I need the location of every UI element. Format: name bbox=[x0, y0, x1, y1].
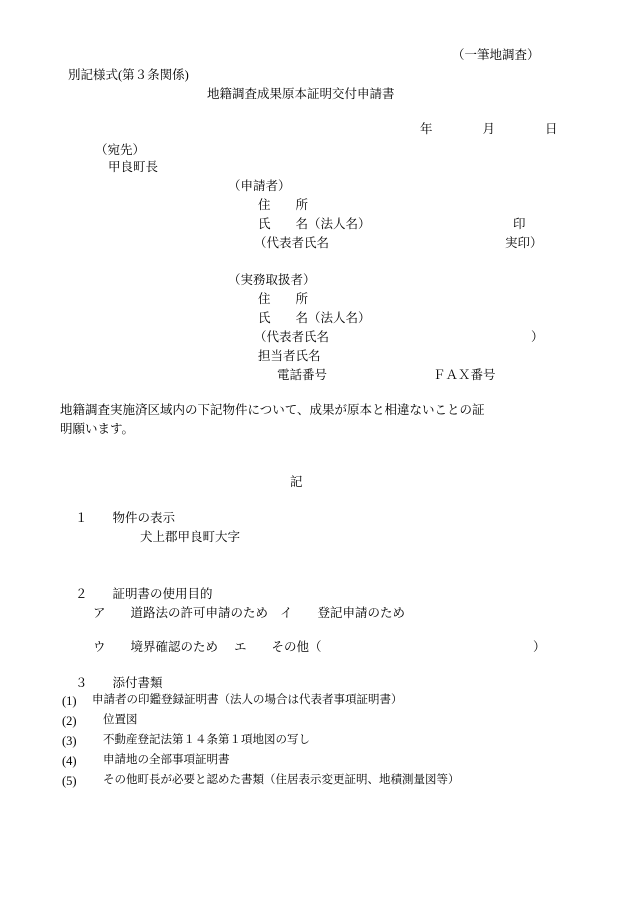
applicant-representative-label: （代表者氏名 bbox=[254, 236, 330, 250]
list-item: 位置図 bbox=[103, 714, 138, 726]
list-item: 不動産登記法第１４条第１項地図の写し bbox=[103, 734, 310, 746]
section-2-label: 証明書の使用目的 bbox=[112, 587, 213, 601]
applicant-section-label: （申請者） bbox=[228, 179, 291, 193]
section-2-heading bbox=[75, 585, 213, 604]
header-note: （一筆地調査） bbox=[452, 48, 540, 62]
handler-section-label: （実務取扱者） bbox=[228, 273, 316, 287]
section-2-option-a: ア 道路法の許可申請のため bbox=[93, 606, 269, 620]
section-1-heading bbox=[75, 509, 175, 528]
section-2-option-u: ウ 境界確認のため bbox=[93, 640, 219, 654]
body-text-line-1: 地籍調査実施済区域内の下記物件について、成果が原本と相違ないことの証 bbox=[60, 403, 485, 417]
handler-fax-label: ＦＡＸ番号 bbox=[433, 368, 496, 382]
handler-tel-label: 電話番号 bbox=[277, 368, 328, 382]
list-item-number: (5) bbox=[62, 774, 77, 788]
section-3-heading bbox=[75, 674, 163, 693]
section-2-option-e: エ その他（ bbox=[234, 640, 322, 654]
addressee-label: （宛先） bbox=[95, 143, 146, 157]
form-number: 別記様式(第３条関係) bbox=[68, 68, 189, 82]
applicant-seal-label: 印 bbox=[513, 217, 526, 231]
handler-charge-person-label: 担当者氏名 bbox=[258, 349, 321, 363]
section-2-number: ２ bbox=[75, 587, 88, 601]
applicant-address-label: 住 所 bbox=[258, 198, 309, 212]
date-line: 年 月 日 bbox=[420, 122, 558, 136]
section-1-value: 犬上郡甲良町大字 bbox=[140, 530, 241, 544]
list-item: 申請地の全部事項証明書 bbox=[103, 754, 230, 766]
section-1-number: １ bbox=[75, 511, 88, 525]
list-item-number: (4) bbox=[62, 754, 77, 768]
handler-name-label: 氏 名（法人名） bbox=[258, 311, 371, 325]
page-title: 地籍調査成果原本証明交付申請書 bbox=[207, 87, 395, 101]
applicant-representative-seal-label: 実印） bbox=[505, 236, 543, 250]
section-2-option-i: イ 登記申請のため bbox=[280, 606, 406, 620]
list-item-number: (3) bbox=[62, 734, 77, 748]
list-item-number: (2) bbox=[62, 714, 77, 728]
section-3-label: 添付書類 bbox=[112, 676, 163, 690]
section-2-option-e-close-paren: ） bbox=[533, 640, 546, 654]
handler-representative-close-paren: ） bbox=[531, 330, 544, 344]
body-text-line-2: 明願います。 bbox=[60, 422, 135, 436]
section-3-number: ３ bbox=[75, 676, 88, 690]
ki-mark: 記 bbox=[290, 475, 303, 489]
list-item: 申請者の印鑑登録証明書（法人の場合は代表者事項証明書） bbox=[92, 694, 403, 706]
list-item: その他町長が必要と認めた書類（住居表示変更証明、地積測量図等） bbox=[103, 774, 460, 786]
handler-representative-label: （代表者氏名 bbox=[254, 330, 330, 344]
section-1-label: 物件の表示 bbox=[112, 511, 176, 525]
handler-address-label: 住 所 bbox=[258, 292, 309, 306]
applicant-name-label: 氏 名（法人名） bbox=[258, 217, 371, 231]
addressee-value: 甲良町長 bbox=[108, 160, 159, 174]
list-item-number: (1) bbox=[62, 694, 77, 708]
